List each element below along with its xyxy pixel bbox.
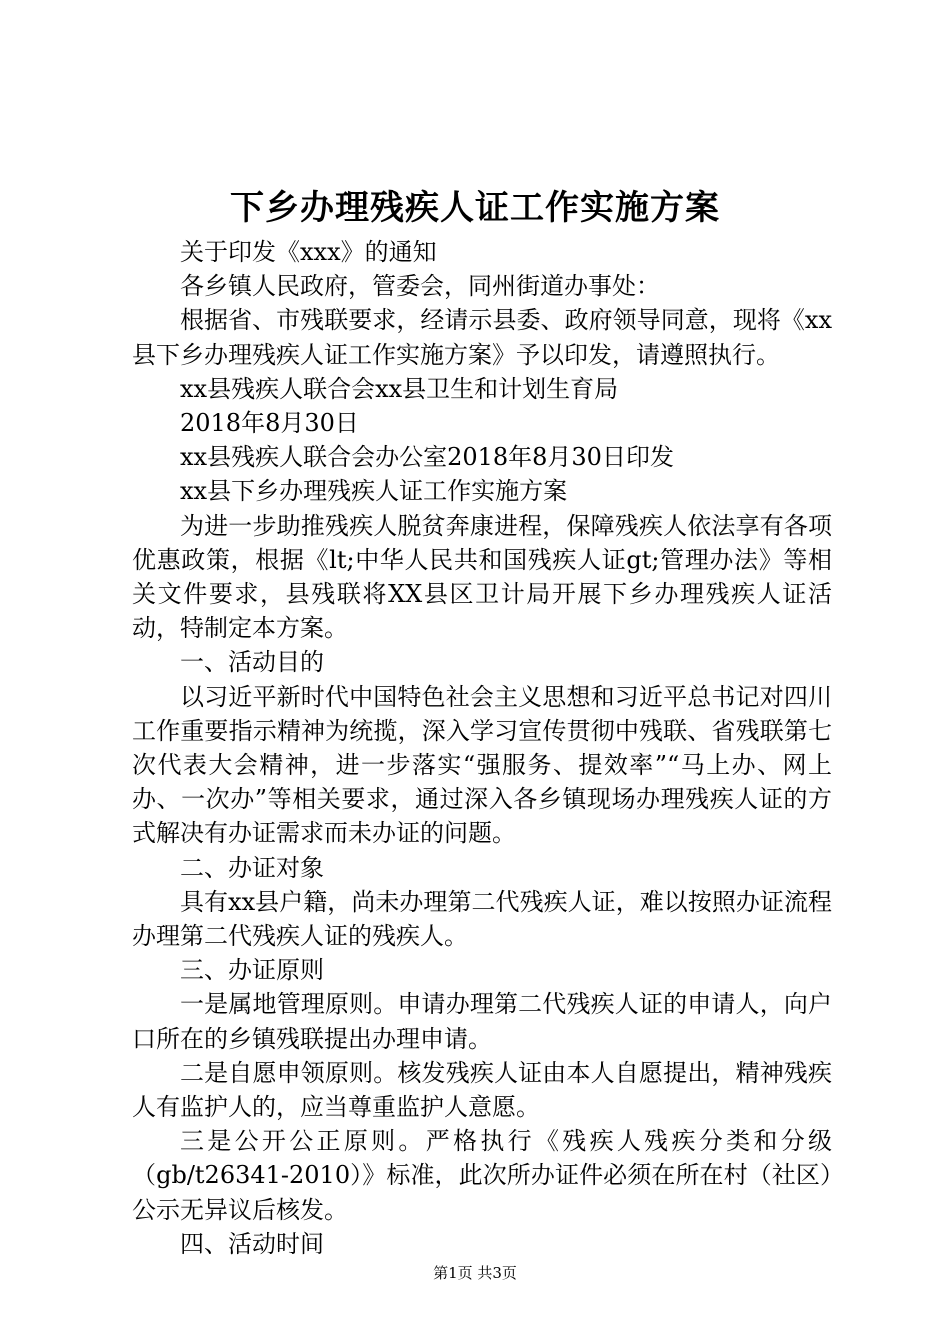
principle-2-paragraph: 二是自愿申领原则。核发残疾人证由本人自愿提出，精神残疾人有监护人的，应当尊重监护人意愿。 <box>132 1058 832 1122</box>
notice-title-paragraph: 关于印发《xxx》的通知 <box>180 238 437 266</box>
section-heading-principles: 三、办证原则 <box>180 956 324 985</box>
section-heading-target: 二、办证对象 <box>180 853 324 882</box>
notice-body-paragraph: 根据省、市残联要求，经请示县委、政府领导同意，现将《xx县下乡办理残疾人证工作实施方案》予以印发，请遵照执行。 <box>132 306 832 369</box>
target-paragraph: 具有xx县户籍，尚未办理第二代残疾人证，难以按照办证流程办理第二代残疾人证的残疾人。 <box>132 887 832 951</box>
issue-date-paragraph: 2018年8月30日 <box>180 409 359 438</box>
purpose-paragraph: 以习近平新时代中国特色社会主义思想和习近平总书记对四川工作重要指示精神为统揽，深入学习宣传贯彻中残联、省残联第七次代表大会精神，进一步落实“强服务、提效率”“马上办、网上办、一次办”等相关要求，通过深入各乡镇现场办理残疾人证的方式解决有办证需求而未办证的问题。 <box>132 682 832 848</box>
page-footer: 第1页 共3页 <box>433 1264 517 1282</box>
document-title: 下乡办理残疾人证工作实施方案 <box>230 188 720 228</box>
section-heading-time: 四、活动时间 <box>180 1229 324 1258</box>
principle-3-paragraph: 三是公开公正原则。严格执行《残疾人残疾分类和分级（gb/t26341-2010）》标准，此次所办证件必须在所在村（社区）公示无异议后核发。 <box>132 1127 832 1224</box>
principle-1-paragraph: 一是属地管理原则。申请办理第二代残疾人证的申请人，向户口所在的乡镇残联提出办理申请。 <box>132 990 832 1053</box>
section-heading-purpose: 一、活动目的 <box>180 648 324 677</box>
plan-title-paragraph: xx县下乡办理残疾人证工作实施方案 <box>180 477 568 506</box>
issuer-paragraph: xx县残疾人联合会xx县卫生和计划生育局 <box>180 374 619 403</box>
print-info-paragraph: xx县残疾人联合会办公室2018年8月30日印发 <box>180 443 674 472</box>
intro-paragraph: 为进一步助推残疾人脱贫奔康进程，保障残疾人依法享有各项优惠政策，根据《lt;中华人民共和国残疾人证gt;管理办法》等相关文件要求，县残联将XX县区卫计局开展下乡办理残疾人证活动，特制定本方案。 <box>132 511 832 643</box>
document-body <box>132 235 832 1261</box>
recipients-paragraph: 各乡镇人民政府，管委会，同州街道办事处： <box>180 272 660 301</box>
